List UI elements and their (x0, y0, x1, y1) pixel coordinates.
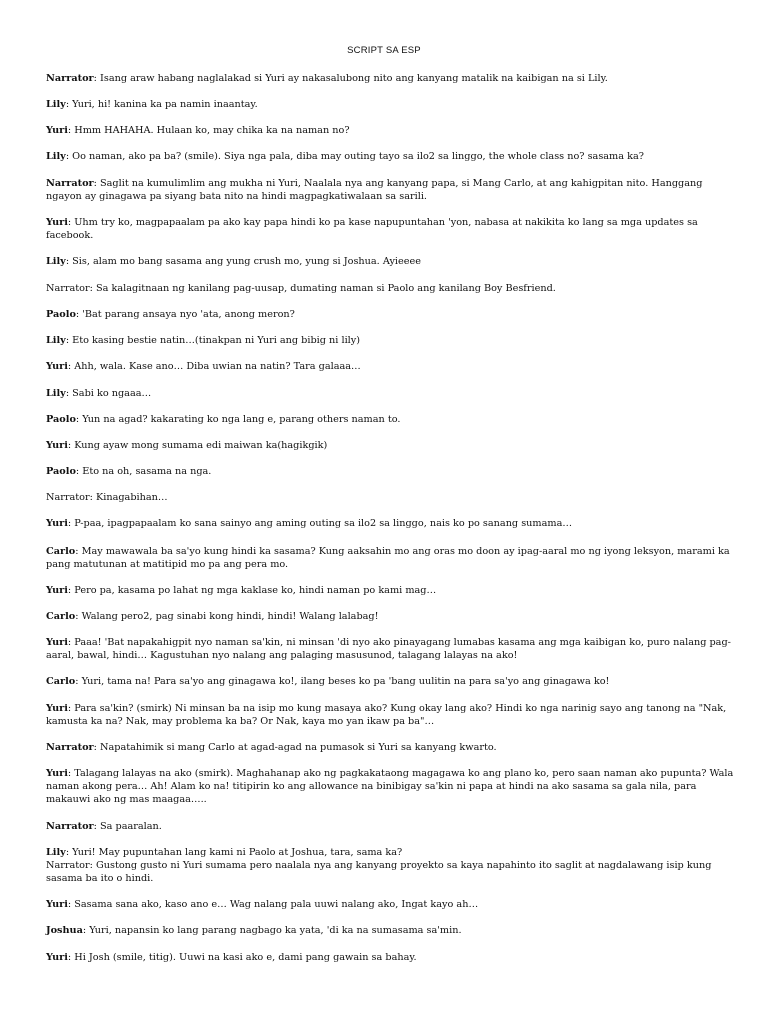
speaker-name: Yuri (46, 361, 68, 372)
script-line (46, 859, 736, 885)
dialogue-text: : Sasama sana ako, kaso ano e… Wag nalang pala uuwi nalang ako, Ingat kayo ah… (67, 899, 479, 910)
speaker-name: Narrator (46, 73, 94, 84)
script-line (46, 741, 736, 754)
dialogue-text: : Paaa! 'Bat napakahigpit nyo naman sa'kin, ni minsan 'di nyo ako pinayagang lumabas kasama ang mga kaibigan ko, puro nalang pag-aaral, bawal, hindi… Kagustuhan nyo nalang ang palaging masusunod, talagang lalayas na ako! (46, 637, 731, 661)
speaker-name: Narrator (46, 742, 94, 753)
script-line (46, 610, 736, 623)
script-line (46, 767, 736, 806)
script-line (46, 636, 736, 662)
speaker-name: Paolo (46, 414, 76, 425)
dialogue-text: : Para sa'kin? (smirk) Ni minsan ba na isip mo kung masaya ako? Kung okay lang ako? Hindi ko nga narinig sayo ang tanong na "Nak, kamusta ka na? Nak, may problema ka ba? Or Nak, kaya mo yan ikaw pa ba"… (46, 703, 727, 727)
dialogue-text: : Talagang lalayas na ako (smirk). Maghahanap ako ng pagkakataong magagawa ko ang plano ko, pero saan naman ako pupunta? Wala naman akong pera… Ah! Alam ko na! titipirin ko ang allowance na binibigay sa'kin ni papa at hindi na ako sasama sa gala nila, para makauwi ako ng mas maagaa….. (46, 768, 734, 805)
script-line (46, 282, 736, 295)
dialogue-text: : Yuri, hi! kanina ka pa namin inaantay. (65, 99, 258, 110)
page-title: SCRIPT SA ESP (347, 45, 421, 56)
dialogue-text: : P-paa, ipagpapaalam ko sana sainyo ang aming outing sa ilo2 sa linggo, nais ko po sanang sumama… (67, 518, 573, 529)
script-line (46, 584, 736, 597)
script-line (46, 216, 736, 242)
speaker-name: Lily (46, 151, 66, 162)
script-line (46, 951, 736, 964)
script-line (46, 924, 736, 937)
speaker-name: Carlo (46, 676, 76, 687)
dialogue-text: : Saglit na kumulimlim ang mukha ni Yuri, Naalala nya ang kanyang papa, si Mang Carlo, at ang kahigpitan nito. Hanggang ngayon ay ginagawa pa siyang bata nito na hindi magpagkatiwalaan sa sarili. (46, 178, 703, 202)
speaker-name: Narrator (46, 821, 94, 832)
dialogue-text: : Sa kalagitnaan ng kanilang pag-uusap, dumating naman si Paolo ang kanilang Boy Besfriend. (89, 283, 556, 294)
script-line (46, 675, 736, 688)
speaker-name: Yuri (46, 952, 68, 963)
dialogue-text: : Kinagabihan… (89, 492, 168, 503)
dialogue-text: : Napatahimik si mang Carlo at agad-agad na pumasok si Yuri sa kanyang kwarto. (93, 742, 497, 753)
speaker-name: Lily (46, 256, 66, 267)
speaker-name: Lily (46, 388, 66, 399)
speaker-name: Lily (46, 99, 66, 110)
speaker-name: Narrator (46, 492, 90, 503)
speaker-name: Lily (46, 335, 66, 346)
script-line (46, 702, 736, 728)
speaker-name: Carlo (46, 546, 76, 557)
dialogue-text: : Sabi ko ngaaa… (65, 388, 152, 399)
speaker-name: Yuri (46, 768, 68, 779)
dialogue-text: : Hi Josh (smile, titig). Uuwi na kasi ako e, dami pang gawain sa bahay. (67, 952, 417, 963)
script-line (46, 360, 736, 373)
script-line (46, 491, 736, 504)
speaker-name: Yuri (46, 899, 68, 910)
dialogue-text: : 'Bat parang ansaya nyo 'ata, anong meron? (75, 309, 295, 320)
dialogue-text: : Walang pero2, pag sinabi kong hindi, hindi! Walang lalabag! (75, 611, 379, 622)
speaker-name: Yuri (46, 637, 68, 648)
speaker-name: Yuri (46, 703, 68, 714)
script-line (46, 439, 736, 452)
dialogue-text: : Gustong gusto ni Yuri sumama pero naalala nya ang kanyang proyekto sa kaya napahinto ito saglit at nagdalawang isip kung sasama ba ito o hindi. (46, 860, 712, 884)
script-line (46, 72, 736, 85)
dialogue-text: : Eto na oh, sasama na nga. (75, 466, 212, 477)
script-line (46, 545, 736, 571)
speaker-name: Yuri (46, 440, 68, 451)
dialogue-text: : Uhm try ko, magpapaalam pa ako kay papa hindi ko pa kase napupuntahan 'yon, nabasa at nakikita ko lang sa mga updates sa facebook. (46, 217, 698, 241)
dialogue-text: : Ahh, wala. Kase ano… Diba uwian na natin? Tara galaaa… (67, 361, 361, 372)
speaker-name: Lily (46, 847, 66, 858)
speaker-name: Paolo (46, 466, 76, 477)
dialogue-text: : Yuri! May pupuntahan lang kami ni Paolo at Joshua, tara, sama ka? (65, 847, 403, 858)
dialogue-text: : Hmm HAHAHA. Hulaan ko, may chika ka na naman no? (67, 125, 350, 136)
script-line (46, 150, 736, 163)
speaker-name: Narrator (46, 283, 90, 294)
dialogue-text: : May mawawala ba sa'yo kung hindi ka sasama? Kung aaksahin mo ang oras mo doon ay ipag-aaral mo ng iyong leksyon, marami ka pang matutunan at matitipid mo pa ang pera mo. (46, 546, 730, 570)
dialogue-text: : Kung ayaw mong sumama edi maiwan ka(hagikgik) (67, 440, 328, 451)
speaker-name: Yuri (46, 217, 68, 228)
dialogue-text: : Yun na agad? kakarating ko nga lang e, parang others naman to. (75, 414, 401, 425)
script-line (46, 177, 736, 203)
script-line (46, 820, 736, 833)
speaker-name: Yuri (46, 518, 68, 529)
dialogue-text: : Yuri, tama na! Para sa'yo ang ginagawa ko!, ilang beses ko pa 'bang uulitin na para sa'yo ang ginagawa ko! (75, 676, 610, 687)
script-line (46, 898, 736, 911)
dialogue-text: : Oo naman, ako pa ba? (smile). Siya nga pala, diba may outing tayo sa ilo2 sa linggo, the whole class no? sasama ka? (65, 151, 644, 162)
speaker-name: Paolo (46, 309, 76, 320)
speaker-name: Narrator (46, 860, 90, 871)
dialogue-text: : Sis, alam mo bang sasama ang yung crush mo, yung si Joshua. Ayieeee (65, 256, 421, 267)
script-line (46, 517, 736, 530)
speaker-name: Narrator (46, 178, 94, 189)
speaker-name: Carlo (46, 611, 76, 622)
dialogue-text: : Sa paaralan. (93, 821, 162, 832)
speaker-name: Yuri (46, 125, 68, 136)
dialogue-text: : Isang araw habang naglalakad si Yuri ay nakasalubong nito ang kanyang matalik na kaibigan na si Lily. (93, 73, 608, 84)
speaker-name: Yuri (46, 585, 68, 596)
dialogue-text: : Pero pa, kasama po lahat ng mga kaklase ko, hindi naman po kami mag… (67, 585, 437, 596)
script-line (46, 308, 736, 321)
speaker-name: Joshua (46, 925, 83, 936)
script-line (46, 465, 736, 478)
script-line (46, 124, 736, 137)
script-line (46, 98, 736, 111)
dialogue-text: : Eto kasing bestie natin…(tinakpan ni Yuri ang bibig ni lily) (65, 335, 361, 346)
dialogue-text: : Yuri, napansin ko lang parang nagbago ka yata, 'di ka na sumasama sa'min. (82, 925, 462, 936)
script-line (46, 413, 736, 426)
script-line (46, 334, 736, 347)
script-line (46, 387, 736, 400)
script-line (46, 255, 736, 268)
script-line (46, 846, 736, 859)
